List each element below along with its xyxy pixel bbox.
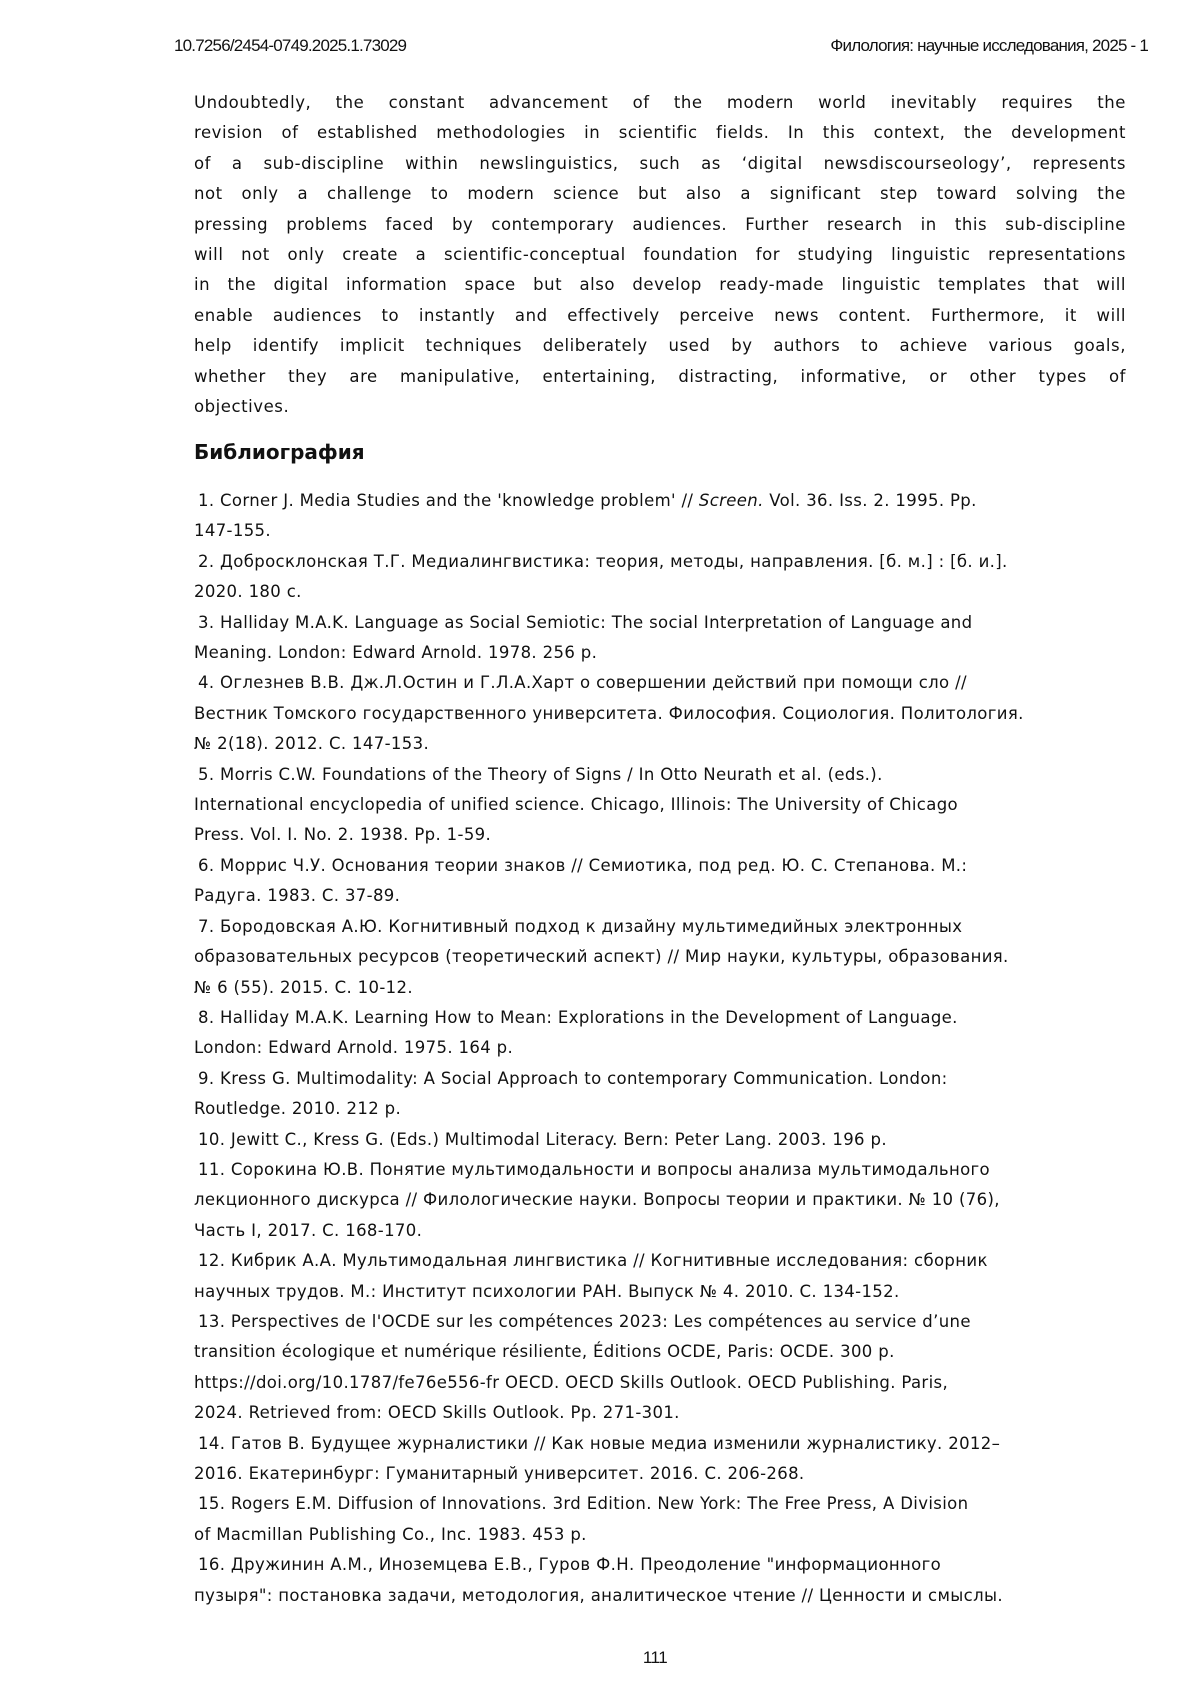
entry-text: International encyclopedia of unified science. Chicago, Illinois: The University of Chicago xyxy=(194,795,958,815)
paragraph-line: of a sub-discipline within newslinguistics, such as ‘digital newsdiscourseology’, represents xyxy=(194,153,1126,173)
bibliography-entry xyxy=(194,1307,1126,1429)
entry-text: 14. Гатов В. Будущее журналистики // Как новые медиа изменили журналистику. 2012– xyxy=(198,1433,1001,1453)
entry-text: 15. Rogers E.M. Diffusion of Innovations. 3rd Edition. New York: The Free Press, A Division xyxy=(198,1494,969,1514)
entry-text: Вестник Томского государственного университета. Философия. Социология. Политология. xyxy=(194,703,1024,723)
bibliography-entry xyxy=(194,486,1126,547)
entry-text: 3. Halliday M.A.K. Language as Social Semiotic: The social Interpretation of Language and xyxy=(198,612,973,632)
bibliography-entry xyxy=(194,1064,1126,1125)
bibliography-entry xyxy=(194,608,1126,669)
entry-text: 2. Доброcклонская Т.Г. Медиалингвистика: теория, методы, направления. [б. м.] : [б. и.]. xyxy=(198,551,1008,571)
entry-text: 10. Jewitt C., Kress G. (Eds.) Multimodal Literacy. Bern: Peter Lang. 2003. 196 p. xyxy=(198,1129,887,1149)
entry-text: 7. Бородовская А.Ю. Когнитивный подход к дизайну мультимедийных электронных xyxy=(198,916,963,936)
bibliography-entry xyxy=(194,1155,1126,1246)
entry-text: https://doi.org/10.1787/fe76e556-fr OECD. OECD Skills Outlook. OECD Publishing. Paris, xyxy=(194,1372,949,1392)
entry-text: 11. Сорокина Ю.В. Понятие мультимодальности и вопросы анализа мультимодального xyxy=(198,1159,990,1179)
bibliography-entry xyxy=(194,851,1126,912)
entry-text: 6. Моррис Ч.У. Основания теории знаков // Семиотика, под ред. Ю. С. Степанова. М.: xyxy=(198,855,968,875)
paragraph-line: not only a challenge to modern science but also a significant step toward solving the xyxy=(194,184,1126,204)
entry-text: 1. Corner J. Media Studies and the 'knowledge problem' // xyxy=(198,491,699,510)
bibliography-entry xyxy=(194,760,1126,851)
article-doi: 10.7256/2454-0749.2025.1.73029 xyxy=(174,36,407,55)
entry-text: 12. Кибрик А.А. Мультимодальная лингвистика // Когнитивные исследования: сборник xyxy=(198,1251,988,1271)
bibliography-entry xyxy=(194,547,1126,608)
journal-name: Screen. xyxy=(698,491,764,510)
bibliography-list xyxy=(194,486,1126,1611)
entry-text: 16. Дружинин А.М., Иноземцева Е.В., Гуров Ф.Н. Преодоление "информационного xyxy=(198,1555,942,1575)
entry-text: of Macmillan Publishing Co., Inc. 1983. 453 p. xyxy=(194,1524,587,1544)
entry-text: лекционного дискурса // Филологические науки. Вопросы теории и практики. № 10 (76), xyxy=(194,1190,1000,1210)
entry-text: 2016. Екатеринбург: Гуманитарный университет. 2016. С. 206-268. xyxy=(194,1464,805,1483)
bibliography-entry xyxy=(194,1550,1126,1611)
bibliography-entry xyxy=(194,1125,1126,1155)
entry-text: Vol. 36. Iss. 2. 1995. Pp. xyxy=(763,491,977,510)
paragraph-line: enable audiences to instantly and effectively perceive news content. Furthermore, it will xyxy=(194,305,1126,325)
paragraph-line: whether they are manipulative, entertaining, distracting, informative, or other types of xyxy=(194,366,1126,386)
entry-text: научных трудов. М.: Институт психологии РАН. Выпуск № 4. 2010. С. 134-152. xyxy=(194,1281,900,1301)
bibliography-entry xyxy=(194,1429,1126,1490)
entry-text: 147-155. xyxy=(194,521,271,541)
paragraph-line: revision of established methodologies in scientific fields. In this context, the development xyxy=(194,123,1126,143)
entry-text: transition écologique et numérique résiliente, Éditions OCDE, Paris: OCDE. 300 p. xyxy=(194,1342,895,1362)
entry-text: 2020. 180 с. xyxy=(194,582,302,602)
paragraph-line: will not only create a scientific-conceptual foundation for studying linguistic representations xyxy=(194,245,1126,265)
page-number: 111 xyxy=(642,1648,668,1667)
entry-text: 8. Halliday M.A.K. Learning How to Mean: Explorations in the Development of Language. xyxy=(198,1007,958,1027)
entry-text: № 2(18). 2012. С. 147-153. xyxy=(194,734,430,754)
entry-text: Радуга. 1983. С. 37-89. xyxy=(194,886,401,906)
conclusion-paragraph xyxy=(194,88,1126,422)
entry-text: пузыря": постановка задачи, методология, аналитическое чтение // Ценности и смыслы. xyxy=(194,1585,1003,1605)
entry-text: образовательных ресурсов (теоретический аспект) // Мир науки, культуры, образования. xyxy=(194,947,1009,967)
bibliography-entry xyxy=(194,668,1126,759)
entry-text: London: Edward Arnold. 1975. 164 p. xyxy=(194,1038,514,1058)
bibliography-entry xyxy=(194,1489,1126,1550)
bibliography-entry xyxy=(194,1003,1126,1064)
entry-text: Meaning. London: Edward Arnold. 1978. 256 p. xyxy=(194,643,598,663)
bibliography-heading: Библиография xyxy=(194,440,365,464)
paragraph-line: in the digital information space but also develop ready-made linguistic templates that will xyxy=(194,275,1126,295)
bibliography-entry xyxy=(194,912,1126,1003)
bibliography-entry xyxy=(194,1246,1126,1307)
entry-text: 5. Morris C.W. Foundations of the Theory of Signs / In Otto Neurath et al. (eds.). xyxy=(198,764,883,784)
entry-text: № 6 (55). 2015. С. 10-12. xyxy=(194,977,413,997)
entry-text: Routledge. 2010. 212 p. xyxy=(194,1099,402,1119)
paragraph-line: help identify implicit techniques deliberately used by authors to achieve various goals, xyxy=(194,336,1126,356)
entry-text: 4. Оглезнев В.В. Дж.Л.Остин и Г.Л.А.Харт о совершении действий при помощи сло // xyxy=(198,673,967,693)
paragraph-line: Undoubtedly, the constant advancement of the modern world inevitably requires the xyxy=(194,93,1126,112)
journal-title: Филология: научные исследования, 2025 - 1 xyxy=(830,36,1148,55)
entry-text: 2024. Retrieved from: OECD Skills Outlook. Pp. 271-301. xyxy=(194,1403,680,1423)
paragraph-line: objectives. xyxy=(194,397,290,417)
entry-text: 9. Kress G. Multimodality: A Social Approach to contemporary Communication. London: xyxy=(198,1068,948,1088)
paragraph-line: pressing problems faced by contemporary audiences. Further research in this sub-discipline xyxy=(194,214,1126,234)
entry-text: 13. Perspectives de l'OCDE sur les compétences 2023: Les compétences au service d’une xyxy=(198,1311,971,1331)
entry-text: Часть I, 2017. С. 168-170. xyxy=(194,1220,423,1240)
entry-text: Press. Vol. I. No. 2. 1938. Pp. 1-59. xyxy=(194,825,492,845)
